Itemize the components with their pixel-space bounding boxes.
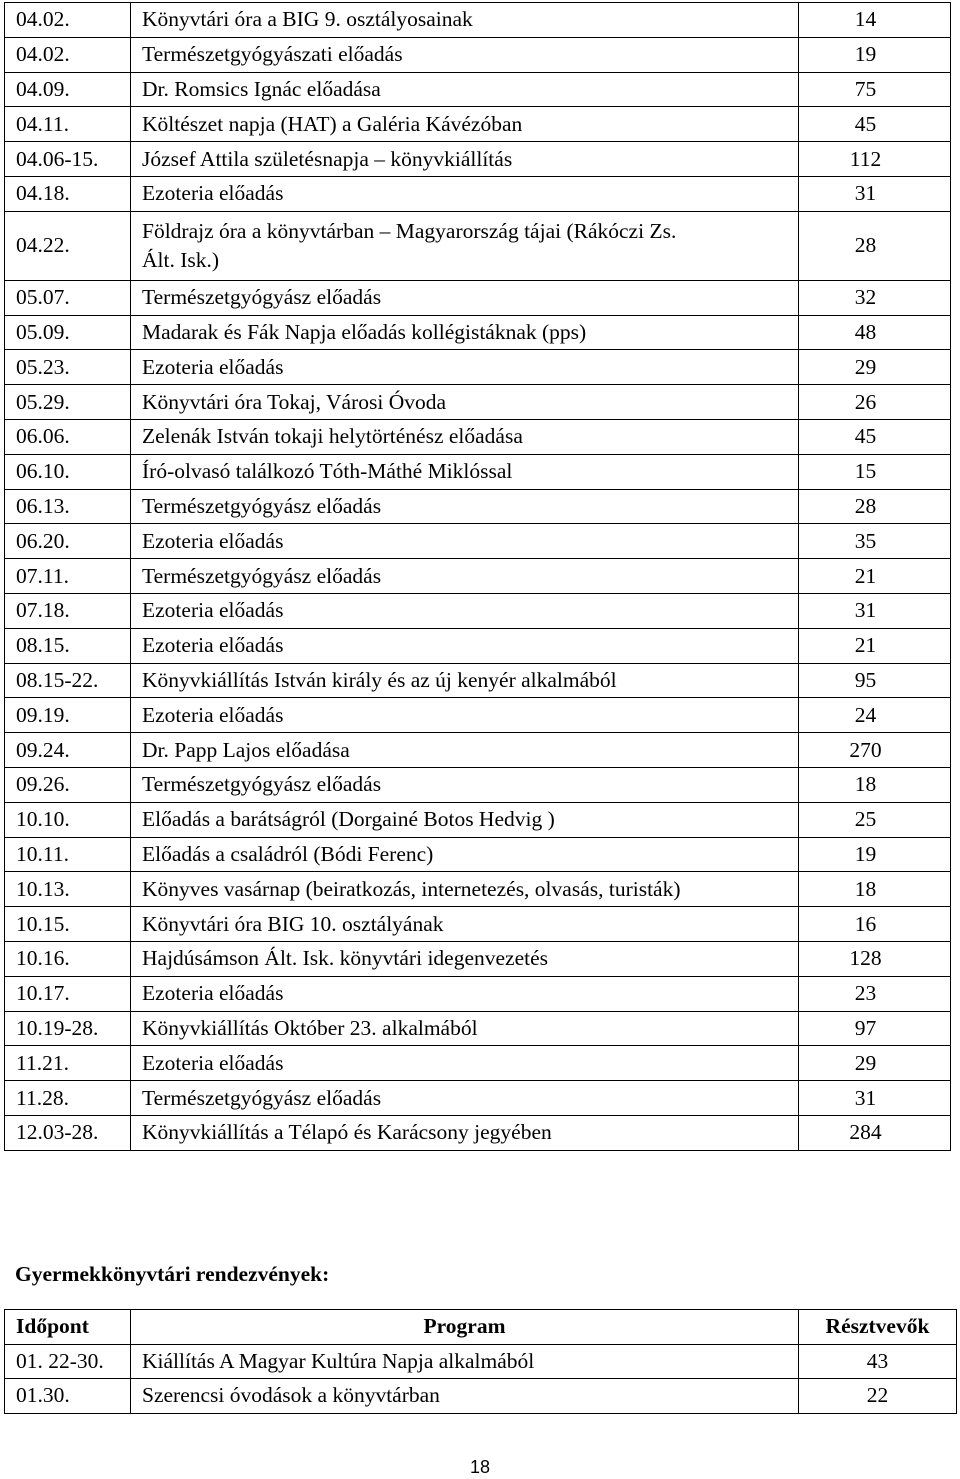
- event-date: 09.26.: [5, 767, 131, 802]
- event-participants: 21: [799, 559, 951, 594]
- events-table-body: [5, 3, 951, 1151]
- event-program: Hajdúsámson Ált. Isk. könyvtári idegenvezetés: [131, 941, 799, 976]
- table-row: [5, 976, 951, 1011]
- event-program: Madarak és Fák Napja előadás kollégistáknak (pps): [131, 315, 799, 350]
- event-date: 06.13.: [5, 489, 131, 524]
- event-date: 10.19-28.: [5, 1011, 131, 1046]
- event-participants: 29: [799, 350, 951, 385]
- event-program: Könyvkiállítás István király és az új kenyér alkalmából: [131, 663, 799, 698]
- table-row: [5, 1379, 957, 1414]
- event-program: Ezoteria előadás: [131, 698, 799, 733]
- table-row: [5, 315, 951, 350]
- table-row: [5, 280, 951, 315]
- table-row: [5, 524, 951, 559]
- event-participants: 31: [799, 593, 951, 628]
- table-row: [5, 698, 951, 733]
- table-row: [5, 593, 951, 628]
- event-program: Dr. Romsics Ignác előadása: [131, 72, 799, 107]
- event-date: 06.06.: [5, 419, 131, 454]
- event-participants: 19: [799, 837, 951, 872]
- section-heading: Gyermekkönyvtári rendezvények:: [15, 1262, 330, 1286]
- event-participants: 35: [799, 524, 951, 559]
- event-program: Ezoteria előadás: [131, 524, 799, 559]
- table-row: [5, 3, 951, 38]
- table-row: [5, 176, 951, 211]
- child-event-date: 01.30.: [5, 1379, 131, 1414]
- event-participants: 45: [799, 419, 951, 454]
- event-date: 10.16.: [5, 941, 131, 976]
- event-program: Zelenák István tokaji helytörténész előadása: [131, 419, 799, 454]
- event-participants: 128: [799, 941, 951, 976]
- event-participants: 24: [799, 698, 951, 733]
- child-event-participants: 22: [799, 1379, 957, 1414]
- table-row: [5, 1011, 951, 1046]
- event-date: 04.02.: [5, 37, 131, 72]
- page-number: 18: [469, 1457, 491, 1477]
- event-date: 05.09.: [5, 315, 131, 350]
- children-events-body: [5, 1344, 957, 1413]
- event-program-line: Földrajz óra a könyvtárban – Magyarország tájai (Rákóczi Zs.: [142, 218, 677, 243]
- table-row: [5, 837, 951, 872]
- event-participants: 75: [799, 72, 951, 107]
- table-row: [5, 211, 951, 280]
- event-date: 09.24.: [5, 733, 131, 768]
- event-participants: 23: [799, 976, 951, 1011]
- event-participants: 15: [799, 454, 951, 489]
- event-participants: 14: [799, 3, 951, 38]
- table-row: [5, 107, 951, 142]
- event-participants: 16: [799, 907, 951, 942]
- table-row: [5, 1115, 951, 1150]
- event-date: 10.15.: [5, 907, 131, 942]
- table-row: [5, 628, 951, 663]
- table-row: [5, 663, 951, 698]
- event-program: Könyvtári óra Tokaj, Városi Óvoda: [131, 385, 799, 420]
- event-date: 04.22.: [5, 211, 131, 280]
- table-row: [5, 37, 951, 72]
- table-row: [5, 350, 951, 385]
- event-program: Ezoteria előadás: [131, 350, 799, 385]
- event-program-line: Ált. Isk.): [142, 247, 220, 272]
- event-program: Természetgyógyászati előadás: [131, 37, 799, 72]
- table-row: [5, 385, 951, 420]
- event-program: Író-olvasó találkozó Tóth-Máthé Miklóssal: [131, 454, 799, 489]
- event-date: 05.29.: [5, 385, 131, 420]
- table-row: [5, 907, 951, 942]
- child-event-program: Szerencsi óvodások a könyvtárban: [131, 1379, 799, 1414]
- event-participants: 270: [799, 733, 951, 768]
- event-date: 09.19.: [5, 698, 131, 733]
- event-participants: 28: [799, 211, 951, 280]
- event-participants: 95: [799, 663, 951, 698]
- table-row: [5, 489, 951, 524]
- header-date: Időpont: [5, 1310, 131, 1345]
- event-participants: 284: [799, 1115, 951, 1150]
- event-participants: 19: [799, 37, 951, 72]
- event-date: 11.28.: [5, 1081, 131, 1116]
- table-row: [5, 872, 951, 907]
- table-row: [5, 142, 951, 177]
- event-program: Könyves vasárnap (beiratkozás, internetezés, olvasás, turisták): [131, 872, 799, 907]
- event-date: 10.10.: [5, 802, 131, 837]
- event-participants: 18: [799, 872, 951, 907]
- event-date: 08.15.: [5, 628, 131, 663]
- event-date: 06.20.: [5, 524, 131, 559]
- event-program: Ezoteria előadás: [131, 593, 799, 628]
- event-program: Könyvkiállítás a Télapó és Karácsony jegyében: [131, 1115, 799, 1150]
- event-participants: 31: [799, 176, 951, 211]
- event-program: Ezoteria előadás: [131, 1046, 799, 1081]
- event-participants: 112: [799, 142, 951, 177]
- event-date: 05.07.: [5, 280, 131, 315]
- table-row: [5, 802, 951, 837]
- child-event-date: 01. 22-30.: [5, 1344, 131, 1379]
- event-date: 04.09.: [5, 72, 131, 107]
- table-row: [5, 72, 951, 107]
- event-date: 04.11.: [5, 107, 131, 142]
- event-participants: 48: [799, 315, 951, 350]
- event-date: 07.11.: [5, 559, 131, 594]
- event-date: 10.17.: [5, 976, 131, 1011]
- events-table: [4, 2, 951, 1151]
- table-row: [5, 559, 951, 594]
- event-program: Könyvtári óra BIG 10. osztályának: [131, 907, 799, 942]
- event-date: 04.02.: [5, 3, 131, 38]
- event-date: 04.06-15.: [5, 142, 131, 177]
- event-program: Költészet napja (HAT) a Galéria Kávézóban: [131, 107, 799, 142]
- event-program: Természetgyógyász előadás: [131, 489, 799, 524]
- event-date: 05.23.: [5, 350, 131, 385]
- event-program: Könyvtári óra a BIG 9. osztályosainak: [131, 3, 799, 38]
- event-program: Előadás a barátságról (Dorgainé Botos Hedvig ): [131, 802, 799, 837]
- event-program: Ezoteria előadás: [131, 976, 799, 1011]
- event-program: Könyvkiállítás Október 23. alkalmából: [131, 1011, 799, 1046]
- event-date: 08.15-22.: [5, 663, 131, 698]
- event-program: Természetgyógyász előadás: [131, 767, 799, 802]
- event-participants: 28: [799, 489, 951, 524]
- event-program: Természetgyógyász előadás: [131, 1081, 799, 1116]
- table-header-row: [5, 1310, 957, 1345]
- child-event-participants: 43: [799, 1344, 957, 1379]
- event-participants: 97: [799, 1011, 951, 1046]
- event-program: Természetgyógyász előadás: [131, 280, 799, 315]
- table-row: [5, 733, 951, 768]
- table-row: [5, 941, 951, 976]
- event-program: Dr. Papp Lajos előadása: [131, 733, 799, 768]
- event-participants: 29: [799, 1046, 951, 1081]
- event-date: 06.10.: [5, 454, 131, 489]
- table-row: [5, 767, 951, 802]
- event-date: 12.03-28.: [5, 1115, 131, 1150]
- child-event-program: Kiállítás A Magyar Kultúra Napja alkalmából: [131, 1344, 799, 1379]
- header-program: Program: [131, 1310, 799, 1345]
- header-participants: Résztvevők: [799, 1310, 957, 1345]
- event-participants: 18: [799, 767, 951, 802]
- table-row: [5, 454, 951, 489]
- children-events-table: [4, 1309, 957, 1414]
- event-date: 10.13.: [5, 872, 131, 907]
- event-program: József Attila születésnapja – könyvkiállítás: [131, 142, 799, 177]
- table-row: [5, 419, 951, 454]
- event-participants: 21: [799, 628, 951, 663]
- table-row: [5, 1344, 957, 1379]
- table-row: [5, 1046, 951, 1081]
- event-program: [131, 211, 799, 280]
- event-date: 11.21.: [5, 1046, 131, 1081]
- event-participants: 45: [799, 107, 951, 142]
- event-program: Természetgyógyász előadás: [131, 559, 799, 594]
- event-program: Előadás a családról (Bódi Ferenc): [131, 837, 799, 872]
- table-row: [5, 1081, 951, 1116]
- event-date: 07.18.: [5, 593, 131, 628]
- event-participants: 25: [799, 802, 951, 837]
- event-participants: 26: [799, 385, 951, 420]
- event-participants: 32: [799, 280, 951, 315]
- event-date: 10.11.: [5, 837, 131, 872]
- event-program: Ezoteria előadás: [131, 176, 799, 211]
- event-participants: 31: [799, 1081, 951, 1116]
- event-date: 04.18.: [5, 176, 131, 211]
- event-program: Ezoteria előadás: [131, 628, 799, 663]
